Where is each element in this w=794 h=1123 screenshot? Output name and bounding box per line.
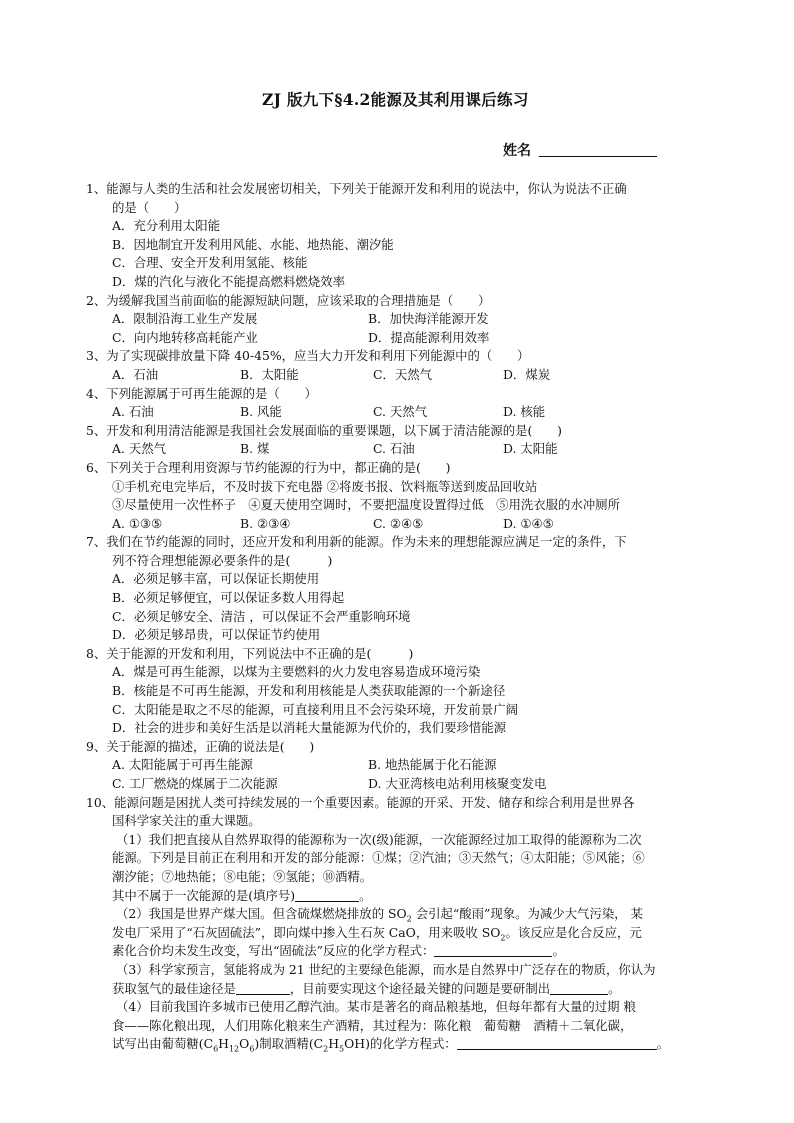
option-b: B. ②③④: [240, 515, 291, 531]
text-segment: O: [239, 1036, 250, 1052]
punctuation: 。: [552, 943, 565, 959]
part-3-text: （3）科学家预言，氢能将成为 21 世纪的主要绿色能源，而水是自然界中广泛存在的物质，你认为: [116, 961, 656, 977]
option-a: A. 石油: [112, 404, 154, 420]
statement-line: ①手机充电完毕后，不及时拔下充电器 ②将废书报、饮料瓶等送到废品回收站: [112, 478, 538, 494]
option-b: B．必须足够便宜，可以保证多数人用得起: [112, 590, 345, 606]
text-segment: OH)的化学方程式：: [344, 1036, 457, 1052]
answer-blank[interactable]: [236, 981, 290, 995]
text-segment: 获取氢气的最佳途径是: [112, 980, 236, 996]
answer-blank[interactable]: [457, 1036, 657, 1050]
answer-blank[interactable]: [434, 943, 552, 957]
question-stem: 列不符合理想能源必要条件的是( ): [112, 552, 333, 568]
subscript: 2: [500, 933, 506, 943]
option-row: [86, 310, 706, 329]
punctuation: 。: [656, 1036, 670, 1052]
option-d: D．煤的汽化与液化不能提高燃料燃烧效率: [112, 273, 345, 289]
option-b: B．因地制宜开发利用风能、水能、地热能、潮汐能: [112, 236, 394, 252]
name-field: [503, 140, 657, 160]
question-10: [86, 794, 706, 1054]
subscript: 6: [213, 1044, 219, 1054]
question-2: [86, 292, 706, 348]
part-2-text: [86, 924, 706, 943]
option-d: D．煤炭: [503, 366, 551, 382]
option-c: C．必须足够安全、清洁 ，可以保证不会严重影响环境: [112, 608, 411, 624]
part-2-text: [86, 905, 706, 924]
name-blank[interactable]: [539, 142, 657, 157]
subscript: 5: [339, 1044, 345, 1054]
option-b: B. 风能: [240, 404, 282, 420]
option-a: A．煤是可再生能源，以煤为主要燃料的火力发电容易造成环境污染: [112, 664, 481, 680]
question-stem: 8、关于能源的开发和利用，下列说法中不正确的是( ): [86, 645, 414, 661]
question-stem: 3、为了实现碳排放量下降 40-45%，应当大力开发和利用下列能源中的（ ）: [86, 348, 530, 364]
question-stem: 国科学家关注的重大课题。: [112, 813, 261, 829]
text-segment: （2）我国是世界产煤大国。但含硫煤燃烧排放的 SO: [116, 906, 407, 922]
punctuation: 。: [608, 980, 621, 996]
text-segment: 会引起“酸雨”现象。为减少大气污染， 某: [411, 906, 643, 922]
question-9: [86, 738, 706, 794]
option-a: A．必须足够丰富，可以保证长期使用: [112, 571, 320, 587]
question-3: [86, 347, 706, 384]
question-4: [86, 385, 706, 422]
question-stem: 9、关于能源的描述，正确的说法是( ): [86, 738, 315, 754]
option-b: B. 地热能属于化石能源: [368, 757, 497, 773]
option-c: C. ②④⑤: [373, 515, 424, 531]
option-b: B．核能是不可再生能源，开发和利用核能是人类获取能源的一个新途径: [112, 683, 506, 699]
question-stem: 7、我们在节约能源的同时，还应开发和利用新的能源。作为未来的理想能源应满足一定的条件，下: [86, 534, 627, 550]
option-d: D. 大亚湾核电站利用核聚变发电: [368, 776, 547, 791]
option-c: C. 石油: [373, 441, 415, 457]
question-stem: 10、能源问题是困扰人类可持续发展的一个重要因素。能源的开采、开发、储存和综合利用是世界各: [86, 794, 635, 810]
option-a: A. ①③⑤: [112, 515, 163, 531]
part-1-text: 能源。下列是目前正在利用和开发的部分能源：①煤；②汽油；③天然气；④太阳能；⑤风能；⑥: [112, 850, 645, 866]
question-stem: 5、开发和利用清洁能源是我国社会发展面临的重要课题，以下属于清洁能源的是( ): [86, 422, 563, 438]
option-b: B. 煤: [240, 441, 270, 457]
option-a: A．限制沿海工业生产发展: [112, 311, 258, 327]
worksheet-title: ZJ 版九下§4.2能源及其利用课后练习: [262, 90, 529, 109]
part-4-text: （4）目前我国许多城市已使用乙醇汽油。某市是著名的商品粮基地，但每年都有大量的过期 粮: [116, 999, 636, 1015]
text-segment: H: [328, 1036, 340, 1052]
option-c: C．太阳能是取之不尽的能源，可直接利用且不会污染环境，开发前景广阔: [112, 701, 518, 717]
option-d: D．提高能源利用效率: [368, 329, 490, 345]
part-1-text: 潮汐能；⑦地热能；⑧电能；⑨氢能；⑩酒精。: [112, 868, 373, 884]
statement-line: ③尽量使用一次性杯子 ④夏天使用空调时，不要把温度设置得过低 ⑤用洗衣服的水冲厕所: [112, 497, 621, 513]
text-segment: H: [218, 1036, 229, 1052]
option-row: [86, 775, 706, 794]
part-3-question: [86, 980, 706, 999]
option-c: C．向内地转移高耗能产业: [112, 329, 258, 345]
option-d: D．社会的进步和美好生活是以消耗大量能源为代价的，我们要珍惜能源: [112, 720, 507, 736]
option-row: [86, 440, 706, 459]
option-b: B．加快海洋能源开发: [368, 311, 489, 327]
text-segment: )制取酒精(C: [254, 1036, 324, 1052]
option-d: D．必须足够昂贵，可以保证节约使用: [112, 627, 321, 643]
text-segment: 。该反应是化合反应，元: [505, 924, 642, 940]
option-a: A. 太阳能属于可再生能源: [112, 757, 253, 773]
option-b: B．太阳能: [240, 366, 299, 382]
option-c: C. 工厂燃烧的煤属于二次能源: [112, 776, 278, 791]
option-a: A．充分利用太阳能: [112, 218, 221, 234]
option-row: [86, 329, 706, 348]
part-1-question: [86, 887, 706, 906]
question-6: [86, 459, 706, 533]
text-segment: 发电厂采用了“石灰固硫法”，即向煤中掺入生石灰 CaO，用来吸收 SO: [112, 924, 501, 940]
part-4-text: 食——陈化粮出现，人们用陈化粮来生产酒精，其过程为：陈化粮 葡萄糖 酒精＋二氧化碳，: [112, 1017, 633, 1033]
question-stem: 1、能源与人类的生活和社会发展密切相关，下列关于能源开发和利用的说法中，你认为说法不正确: [86, 181, 627, 196]
question-8: [86, 645, 706, 738]
option-d: D. 核能: [503, 404, 546, 420]
part-2-prompt: 素化合价均未发生改变，写出“固硫法”反应的化学方程式：: [112, 943, 435, 959]
option-row: [86, 366, 706, 385]
subscript: 6: [249, 1044, 255, 1054]
text-segment: 试写出由葡萄糖(C: [112, 1036, 214, 1052]
option-row: [86, 756, 706, 775]
subscript: 12: [228, 1044, 240, 1054]
option-c: C．天然气: [373, 366, 433, 382]
question-list: [86, 180, 706, 1054]
subscript: 2: [406, 914, 412, 924]
question-7: [86, 533, 706, 645]
question-stem: 4、下列能源属于可再生能源的是（ ）: [86, 385, 317, 401]
option-d: D. ①④⑤: [503, 515, 554, 531]
answer-blank[interactable]: [550, 981, 608, 995]
question-1: [86, 180, 706, 292]
question-5: [86, 422, 706, 459]
part-1-prompt: 其中不属于一次能源的是(填序号): [112, 887, 296, 903]
punctuation: 。: [359, 887, 372, 903]
question-stem: 的是（ ）: [112, 199, 187, 215]
subscript: 2: [323, 1044, 329, 1054]
answer-blank[interactable]: [295, 888, 359, 902]
option-row: [86, 403, 706, 422]
question-stem: 2、为缓解我国当前面临的能源短缺问题，应该采取的合理措施是（ ）: [86, 292, 491, 308]
option-row: [86, 515, 706, 534]
option-d: D. 太阳能: [503, 441, 558, 457]
question-stem: 6、下列关于合理利用资源与节约能源的行为中，都正确的是( ): [86, 459, 451, 475]
text-segment: ，目前要实现这个途径最关键的问题是要研制出: [289, 980, 551, 996]
part-4-question: [86, 1035, 706, 1054]
part-2-question: [86, 942, 706, 961]
option-c: C. 天然气: [373, 404, 428, 420]
name-label: 姓名: [503, 143, 531, 159]
option-a: A．石油: [112, 366, 159, 382]
option-a: A. 天然气: [112, 441, 166, 457]
option-c: C．合理、安全开发利用氢能、核能: [112, 255, 308, 271]
part-1-text: （1）我们把直接从自然界取得的能源称为一次(级)能源，一次能源经过加工取得的能源称为二次: [116, 831, 642, 847]
